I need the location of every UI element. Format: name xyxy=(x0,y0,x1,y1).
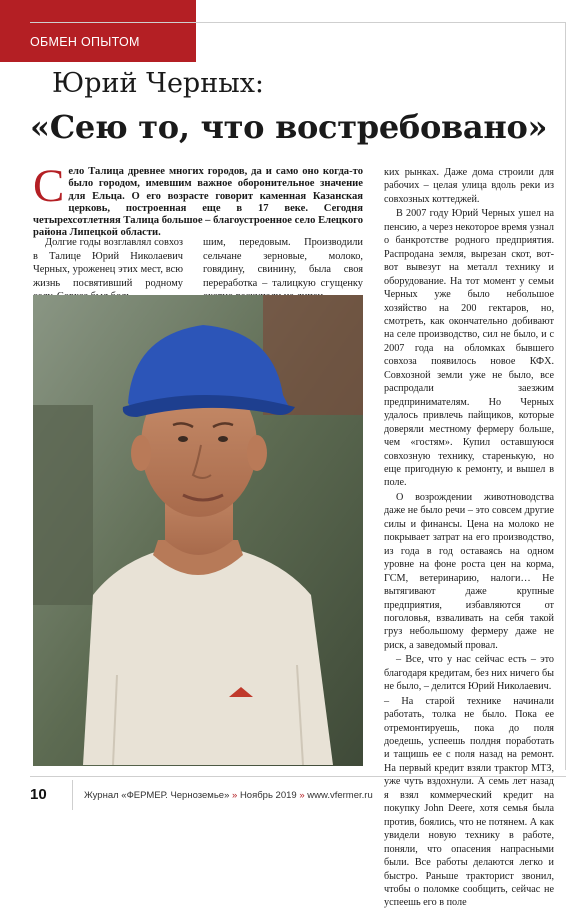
magazine-name: Журнал «ФЕРМЕР. Черноземье» xyxy=(84,790,230,801)
lead-paragraph xyxy=(33,160,363,240)
website-link[interactable]: www.vfermer.ru xyxy=(307,790,373,801)
footer-separator: » xyxy=(232,790,238,801)
page-number: 10 xyxy=(30,786,47,803)
body-paragraph: В 2007 году Юрий Черных ушел на пенсию, а через некоторое время узнал о банкротстве родного предприятия. Распродана земля, вырезан скот, вот-вот вывезут на металл технику и оборудование. На тот момент у семьи Черных уже было небольшое хозяйство на 200 гектаров, но, смотреть, как окончательно добивают на селе производство, сил не было, и с 2007 года на обломках бывшего совхоза появилось новое КФХ. Совхозной земли уже не было, все распродали заезжим предпринимателям. Но Черных удалось привлечь пайщиков, которые доверяли местному фермеру больше, чем «гостям». Купил оставшуюся совхозную технику, старенькую, но еще пригодную к ремонту, и вышел в поле. xyxy=(384,208,554,489)
section-label: ОБМЕН ОПЫТОМ xyxy=(30,35,140,49)
dropcap: С xyxy=(33,160,65,212)
body-paragraph: Долгие годы возглавлял совхоз в Талице Юрий Николаевич Черных, уроженец этих мест, всю жизнь посвятивший родному xyxy=(33,237,183,289)
lead-text: ело Талица древнее многих городов, да и само оно когда-то было городом, имевшим важное оборонительное значение для Ельца. О его возрасте говорит каменная Казанская церковь, построенная еще в 17 веке. Сегодня четырехсотлетняя Талица большое – благоустроенное село Елецкого района Липецкой области. xyxy=(33,166,363,239)
article-title-name: Юрий Черных: xyxy=(52,68,265,99)
section-header-band xyxy=(0,0,196,62)
body-column-3 xyxy=(384,166,554,911)
body-paragraph: – На старой технике начинали работать, толка не было. Пока ее отремонтируешь, пока до поля доедешь, успеешь полдня поработать и тащишь ее с поля назад на ремонт. На первый кредит взяли трактор МТЗ, уже чуть вздохнули. А семь лет назад я взял коммерческий кредит на покупку John Deere, хотя семья была против, боялись, что не потянем. А как увидели новую технику в работе, поняли, что опасения напрасными были. Все работы делаются легко и быстро. Раньше тракторист звонил, чтобы о поломке сообщить, сейчас не успеешь его в поле xyxy=(384,695,554,909)
body-paragraph: О возрождении животноводства даже не было речи – это совсем другие силы и финансы. Цена на молоко не покрывает затрат на его производство, из года в год оставаясь на одном уровне на фоне роста цен на корма, ГСМ, ветеринарию, налоги… Не вытягивают даже крупные предприятия, избавляются от поголовья, взваливать на себя такой груз небольшому фермеру даже не риск, а заведомый провал. xyxy=(384,491,554,651)
right-rule xyxy=(565,22,566,770)
body-paragraph: шим, передовым. Производили сельчане зерновые, молоко, говядину, свинину, была своя переработка – талицкую сгущенку xyxy=(203,237,363,289)
top-rule xyxy=(30,22,566,23)
portrait-illustration xyxy=(33,295,363,766)
footer-divider xyxy=(72,780,73,810)
footer-rule xyxy=(30,776,566,777)
article-title-quote: «Сею то, что востребовано» xyxy=(30,108,548,146)
footer-line xyxy=(84,790,373,801)
footer-separator: » xyxy=(299,790,305,801)
body-paragraph: – Все, что у нас сейчас есть – это благодаря кредитам, без них ничего бы не было, – делится Юрий Николаевич. xyxy=(384,654,554,693)
portrait-photo xyxy=(33,295,363,766)
issue-date: Ноябрь 2019 xyxy=(239,790,297,801)
body-paragraph: ких рынках. Даже дома строили для рабочих – целая улица вдоль реки из совхозных коттеджей. xyxy=(384,167,554,205)
